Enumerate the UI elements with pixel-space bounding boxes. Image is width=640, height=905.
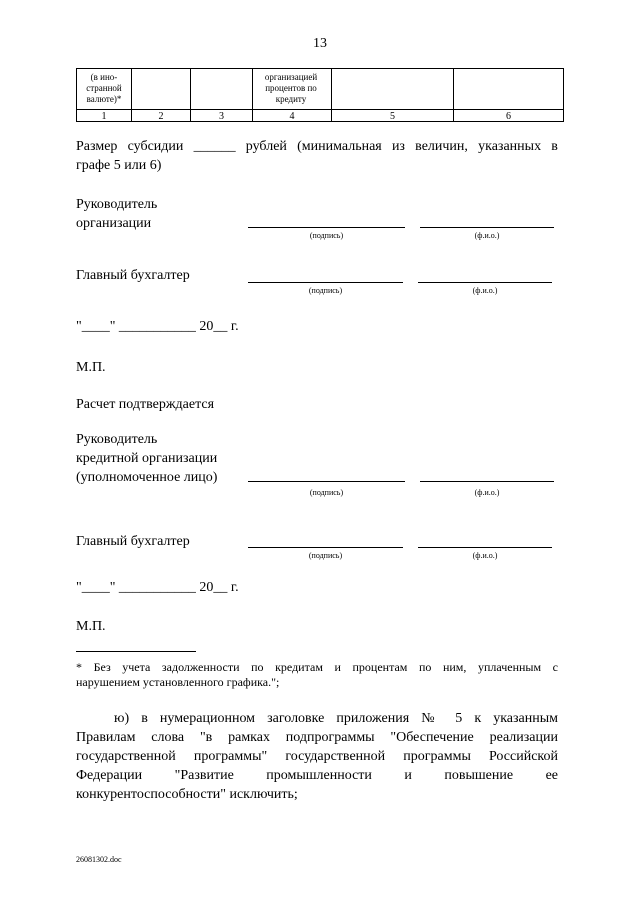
name-line	[420, 481, 554, 482]
name-caption: (ф.и.о.)	[472, 286, 498, 295]
footnote-separator	[76, 651, 196, 652]
col-number: 2	[158, 111, 164, 122]
signature-caption: (подпись)	[308, 286, 343, 295]
name-caption: (ф.и.о.)	[474, 488, 500, 497]
date-line: "____" ___________ 20__ г.	[76, 319, 239, 334]
col-number: 4	[289, 111, 295, 122]
signature-line	[248, 227, 405, 228]
subsidy-size-line2: графе 5 или 6)	[76, 158, 162, 173]
date-line: "____" ___________ 20__ г.	[76, 580, 239, 595]
signature-caption: (подпись)	[309, 231, 344, 240]
stamp-place: М.П.	[76, 619, 106, 634]
org-head-label: Руководитель организации	[76, 197, 158, 231]
chief-accountant-label: Главный бухгалтер	[76, 268, 190, 283]
signature-line	[248, 547, 403, 548]
col1-header: (в ино- странной валюте)*	[86, 72, 122, 104]
col4-header: организацией процентов по кредиту	[264, 72, 318, 104]
name-caption: (ф.и.о.)	[474, 231, 500, 240]
name-line	[420, 227, 554, 228]
signature-line	[248, 282, 403, 283]
chief-accountant-label: Главный бухгалтер	[76, 534, 190, 549]
table-top-border	[76, 68, 564, 69]
col-number: 5	[390, 111, 395, 122]
name-line	[418, 547, 552, 548]
subsidy-size-line1: Размер субсидии ______ рублей (минимальная из величин, указанных в	[76, 139, 558, 154]
col-number: 6	[506, 111, 511, 122]
col-number: 3	[219, 111, 224, 122]
footnote: * Без учета задолженности по кредитам и процентам по ним, уплаченным с нарушением установленного графика.";	[76, 660, 558, 689]
name-caption: (ф.и.о.)	[472, 551, 498, 560]
file-name: 26081302.doc	[76, 855, 122, 864]
confirmation-text: Расчет подтверждается	[76, 397, 215, 412]
col-number: 1	[101, 111, 107, 122]
name-line	[418, 282, 552, 283]
credit-org-head-label: Руководитель кредитной организации (уполномоченное лицо)	[76, 432, 218, 485]
signature-line	[248, 481, 405, 482]
page-number: 13	[313, 36, 327, 51]
amendment-paragraph: ю) в нумерационном заголовке приложения № 5 к указанным Правилам слова "в рамках подпрограммы "Обеспечение реализации государственной программы" государственной программы Российской Федерации "Развитие промышленности и повышение ее конкурентоспособности" исключить;	[76, 711, 558, 802]
stamp-place: М.П.	[76, 360, 106, 375]
table-mid-border	[76, 109, 564, 110]
signature-caption: (подпись)	[309, 488, 344, 497]
signature-caption: (подпись)	[308, 551, 343, 560]
